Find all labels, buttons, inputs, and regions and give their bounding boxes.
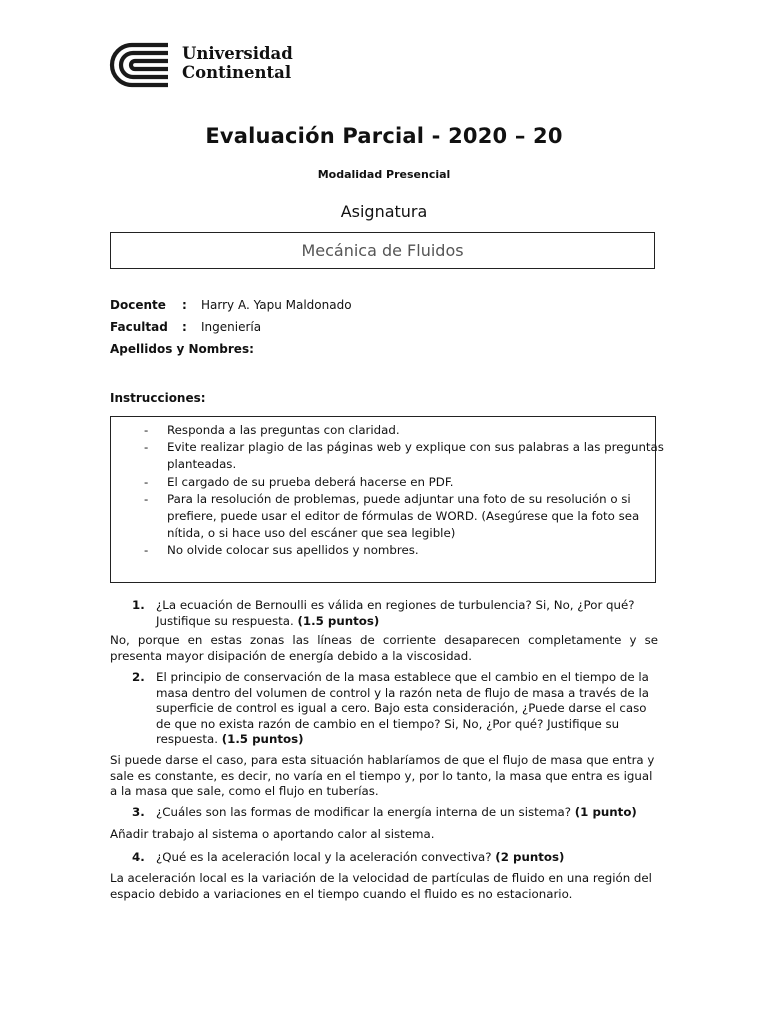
logo-line-1: Universidad (182, 44, 293, 63)
answer-2: Si puede darse el caso, para esta situación hablaríamos de que el flujo de masa que entra y sale es constante, es decir, no varía en el tiempo y, por lo tanto, la masa que entra es igual a la masa que sale, como el flujo en tuberías. (110, 753, 655, 798)
instruction-item: - Responda a las preguntas con claridad. (144, 423, 400, 437)
modality: Modalidad Presencial (317, 168, 451, 181)
instructions-box (110, 416, 664, 583)
instructions-label: Instrucciones: (110, 391, 206, 405)
question-body: ¿Cuáles son las formas de modificar la energía interna de un sistema? (156, 805, 571, 819)
answer-1: No, porque en estas zonas las líneas de corriente desaparecen completamente y se presenta mayor disipación de energía debido a la viscosidad. (110, 633, 658, 663)
instruction-text: El cargado de su prueba deberá hacerse en PDF. (167, 474, 454, 489)
instruction-item: - El cargado de su prueba deberá hacerse en PDF. (144, 474, 454, 489)
question-number: 3. (132, 805, 145, 819)
subject-box (110, 232, 655, 269)
instruction-text: No olvide colocar sus apellidos y nombres. (167, 543, 419, 558)
question-points: (2 puntos) (495, 850, 565, 864)
question-body: ¿La ecuación de Bernoulli es válida en regiones de turbulencia? Si, No, ¿Por qué? Justifique su respuesta. (156, 598, 635, 628)
instructions-list (111, 422, 679, 560)
docente-colon: : (182, 298, 187, 312)
docente-value: Harry A. Yapu Maldonado (201, 298, 352, 312)
instruction-item: - Para la resolución de problemas, puede adjuntar una foto de su resolución o si prefiere, puede usar el editor de fórmulas de WORD. (Asegúrese que la foto sea nítida, o si hace uso del escáner que sea legible) (144, 491, 640, 541)
question-number: 4. (132, 850, 145, 864)
question-number: 2. (132, 670, 145, 684)
question-points: (1.5 puntos) (221, 732, 304, 746)
docente-label: Docente (110, 298, 166, 312)
instruction-text: Evite realizar plagio de las páginas web y explique con sus palabras a las preguntas planteadas. (167, 440, 664, 472)
logo-wordmark (182, 44, 293, 82)
instruction-item: - No olvide colocar sus apellidos y nombres. (144, 543, 419, 558)
question-text (156, 850, 656, 866)
facultad-value: Ingeniería (201, 320, 262, 334)
question-points: (1 punto) (574, 805, 637, 819)
question-text (156, 805, 656, 821)
subject-name: Mecánica de Fluidos (301, 241, 464, 260)
question-body: ¿Qué es la aceleración local y la aceleración convectiva? (156, 850, 492, 864)
answer-3: Añadir trabajo al sistema o aportando calor al sistema. (110, 827, 435, 841)
facultad-colon: : (182, 320, 187, 334)
question-body: El principio de conservación de la masa establece que el cambio en el tiempo de la masa dentro del volumen de control y la razón neta de flujo de masa a través de la superficie de control es igual a cero. Bajo esta consideración, ¿Puede darse el caso de que no exista razón de cambio en el tiempo? Si, No, ¿Por qué? Justifique su respuesta. (156, 670, 649, 746)
instruction-text: Para la resolución de problemas, puede adjuntar una foto de su resolución o si prefiere, puede usar el editor de fórmulas de WORD. (Asegúrese que la foto sea nítida, o si hace uso del escáner que sea legible) (167, 491, 640, 541)
question-text (156, 598, 656, 629)
question-number: 1. (132, 598, 145, 612)
logo-line-2: Continental (182, 63, 292, 82)
question-points: (1.5 puntos) (297, 613, 380, 628)
answer-4: La aceleración local es la variación de la velocidad de partículas de fluido en una región del espacio debido a variaciones en el tiempo cuando el fluido es no estacionario. (110, 871, 652, 901)
facultad-label: Facultad (110, 320, 168, 334)
university-logo (108, 42, 308, 90)
question-text (156, 670, 656, 748)
apellidos-label: Apellidos y Nombres: (110, 342, 254, 356)
instruction-item: - Evite realizar plagio de las páginas web y explique con sus palabras a las preguntas planteadas. (144, 440, 664, 472)
university-logo-icon (108, 42, 174, 88)
exam-title: Evaluación Parcial - 2020 – 20 (205, 124, 563, 148)
instruction-text: Responda a las preguntas con claridad. (167, 423, 400, 437)
subject-label: Asignatura (340, 202, 428, 221)
